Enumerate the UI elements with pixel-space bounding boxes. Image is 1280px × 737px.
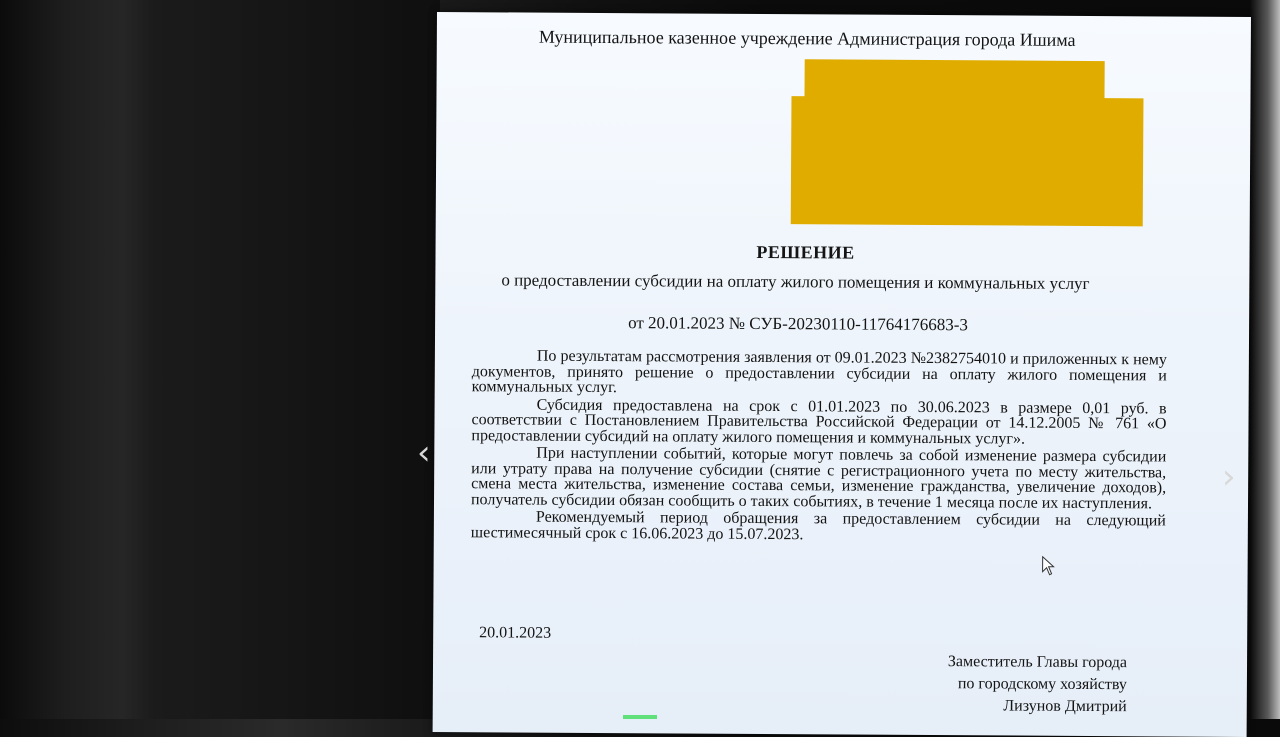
left-background-area (0, 0, 440, 719)
chevron-left-icon[interactable]: ‹ (417, 433, 431, 473)
paragraph-1: По результатам рассмотрения заявления от 09.01.2023 №2382754010 и приложенных к нему документов, принято решение о предоставлении субсидии на оплату жилого помещения и коммунальных услуг. (471, 347, 1167, 397)
document-subtitle: о предоставлении субсидии на оплату жилого помещения и коммунальных услуг (501, 270, 1090, 293)
document-title: РЕШЕНИЕ (756, 241, 855, 263)
chevron-right-icon[interactable]: › (1222, 457, 1236, 497)
signature-block (948, 651, 1128, 718)
paragraph-3: При наступлении событий, которые могут повлечь за собой изменение размера субсидии или утрату права на получение субсидии (снятие с регистрационного учета по месту жительства, смена места жительства, изменение состава семьи, изменение гражданства, увеличение доходов), получатель субсидии обязан сообщить о таких событиях, в течение 1 месяца после их наступления. (470, 444, 1167, 512)
document-number: от 20.01.2023 № СУБ-20230110-11764176683-3 (628, 313, 968, 335)
organization-header: Муниципальное казенное учреждение Администрация города Ишима (538, 26, 1076, 50)
document-date: 20.01.2023 (479, 624, 552, 642)
signature-department: по городскому хозяйству (957, 675, 1127, 694)
document-page (433, 12, 1251, 737)
paragraph-2: Субсидия предоставлена на срок с 01.01.2023 по 30.06.2023 в размере 0,01 руб. в соответствии с Постановлением Правительства Российской Федерации от 14.12.2005 № 761 «О предоставлении субсидий на оплату жилого помещения и коммунальных услуг». (471, 396, 1167, 448)
right-background-edge (1250, 0, 1280, 719)
paragraph-4: Рекомендуемый период обращения за предоставлением субсидии на следующий шестимесячный срок с 16.06.2023 до 15.07.2023. (470, 508, 1166, 543)
signature-position: Заместитель Главы города (947, 653, 1128, 672)
redaction-block-main (791, 96, 1144, 226)
mouse-cursor-icon (1042, 556, 1056, 576)
bottom-indicator (623, 715, 657, 719)
document-body (471, 348, 1167, 546)
signature-name: Лизунов Дмитрий (1003, 697, 1127, 716)
